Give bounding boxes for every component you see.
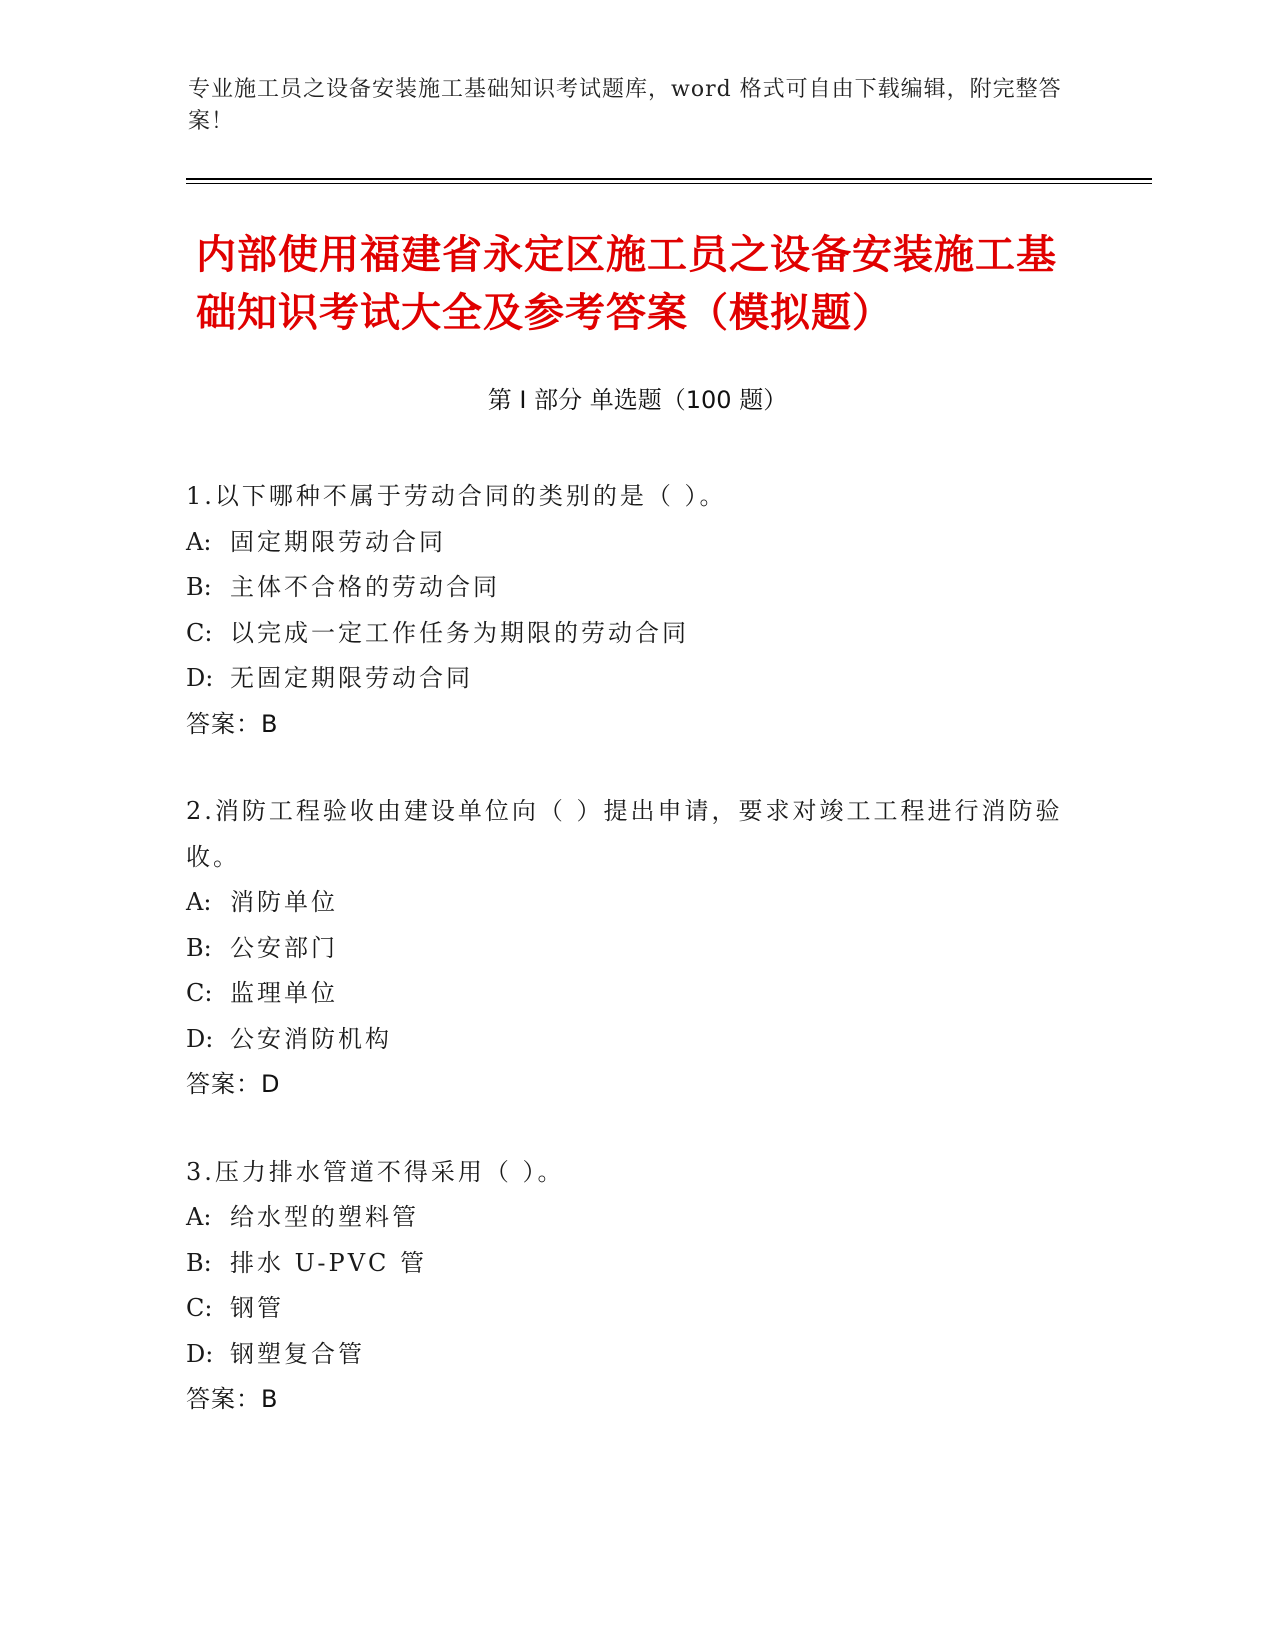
header-note: 专业施工员之设备安装施工基础知识考试题库，word 格式可自由下载编辑，附完整答案！ (188, 77, 1062, 134)
option-a (186, 520, 1076, 566)
option-d (186, 1332, 1076, 1378)
question-stem: 2.消防工程验收由建设单位向（ ）提出申请，要求对竣工工程进行消防验收。 (186, 797, 1063, 871)
option-b (186, 926, 1076, 972)
option-b (186, 1241, 1076, 1287)
option-letter: D: (186, 664, 214, 692)
option-letter: B: (186, 933, 212, 962)
option-text: 无固定期限劳动合同 (230, 664, 473, 692)
option-text: 以完成一定工作任务为期限的劳动合同 (230, 618, 689, 647)
option-letter: B: (186, 1248, 212, 1277)
header-divider-thin (186, 183, 1152, 184)
question-stem: 3.压力排水管道不得采用（ ）。 (186, 1157, 565, 1186)
section-heading: 第 I 部分 单选题（100 题） (487, 386, 788, 414)
question-stem: 1.以下哪种不属于劳动合同的类别的是（ ）。 (186, 482, 727, 510)
option-c (186, 1286, 1076, 1332)
question-1 (186, 474, 1076, 747)
header-divider-thick (186, 178, 1152, 180)
option-letter: B: (186, 573, 212, 601)
option-letter: C: (186, 618, 213, 647)
option-text: 钢管 (230, 1294, 284, 1322)
option-text: 固定期限劳动合同 (230, 527, 446, 556)
option-d (186, 656, 1076, 702)
option-letter: D: (186, 1339, 214, 1368)
option-text: 钢塑复合管 (230, 1339, 365, 1368)
option-letter: D: (186, 1024, 214, 1053)
document-title: 内部使用福建省永定区施工员之设备安装施工基础知识考试大全及参考答案（模拟题） (196, 232, 1057, 336)
option-c (186, 971, 1076, 1017)
option-text: 消防单位 (230, 888, 338, 916)
answer-line: 答案：B (186, 1385, 279, 1413)
question-3 (186, 1150, 1076, 1423)
option-text: 监理单位 (230, 979, 338, 1007)
question-2 (186, 789, 1076, 1108)
option-a (186, 880, 1076, 926)
option-a (186, 1195, 1076, 1241)
question-list (186, 474, 1076, 1465)
option-letter: A: (186, 527, 212, 556)
option-letter: C: (186, 1294, 213, 1322)
answer-line: 答案：D (186, 1070, 281, 1098)
option-b (186, 565, 1076, 611)
option-text: 公安消防机构 (230, 1024, 392, 1053)
option-d (186, 1017, 1076, 1063)
option-letter: A: (186, 1203, 212, 1231)
option-text: 主体不合格的劳动合同 (230, 573, 500, 601)
option-text: 给水型的塑料管 (230, 1203, 419, 1231)
option-text: 公安部门 (230, 933, 338, 962)
option-c (186, 611, 1076, 657)
answer-line: 答案：B (186, 709, 279, 738)
option-letter: C: (186, 979, 213, 1007)
option-text: 排水 U-PVC 管 (230, 1248, 428, 1277)
option-letter: A: (186, 888, 212, 916)
